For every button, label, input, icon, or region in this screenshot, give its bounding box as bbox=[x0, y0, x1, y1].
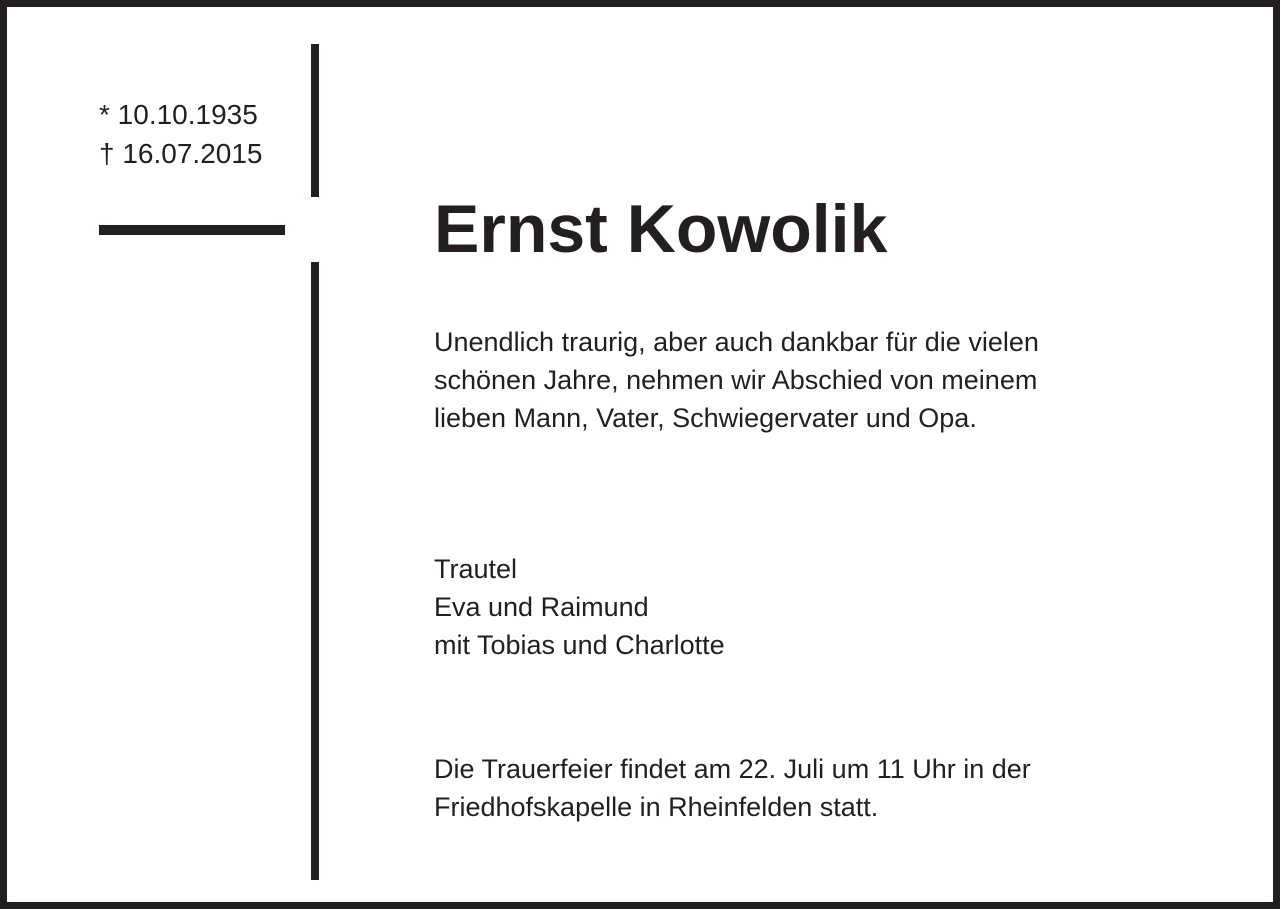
family-signatures bbox=[434, 550, 725, 664]
message-line: lieben Mann, Vater, Schwiegervater und Opa. bbox=[434, 403, 977, 433]
family-line: Eva und Raimund bbox=[434, 592, 649, 622]
death-date: † 16.07.2015 bbox=[99, 138, 263, 169]
condolence-message bbox=[434, 323, 1039, 437]
deceased-name: Ernst Kowolik bbox=[434, 191, 888, 267]
message-line: schönen Jahre, nehmen wir Abschied von meinem bbox=[434, 365, 1038, 395]
life-dates bbox=[99, 95, 263, 173]
ceremony-line: Friedhofskapelle in Rheinfelden statt. bbox=[434, 792, 879, 822]
ceremony-line: Die Trauerfeier findet am 22. Juli um 11 Uhr in der bbox=[434, 754, 1031, 784]
cross-vertical-top-bar bbox=[311, 44, 319, 197]
ceremony-info bbox=[434, 750, 1031, 826]
cross-vertical-bottom-bar bbox=[311, 262, 319, 880]
message-line: Unendlich traurig, aber auch dankbar für die vielen bbox=[434, 327, 1039, 357]
birth-date: * 10.10.1935 bbox=[99, 99, 258, 130]
family-line: Trautel bbox=[434, 554, 518, 584]
family-line: mit Tobias und Charlotte bbox=[434, 630, 725, 660]
cross-horizontal-bar bbox=[99, 225, 285, 235]
